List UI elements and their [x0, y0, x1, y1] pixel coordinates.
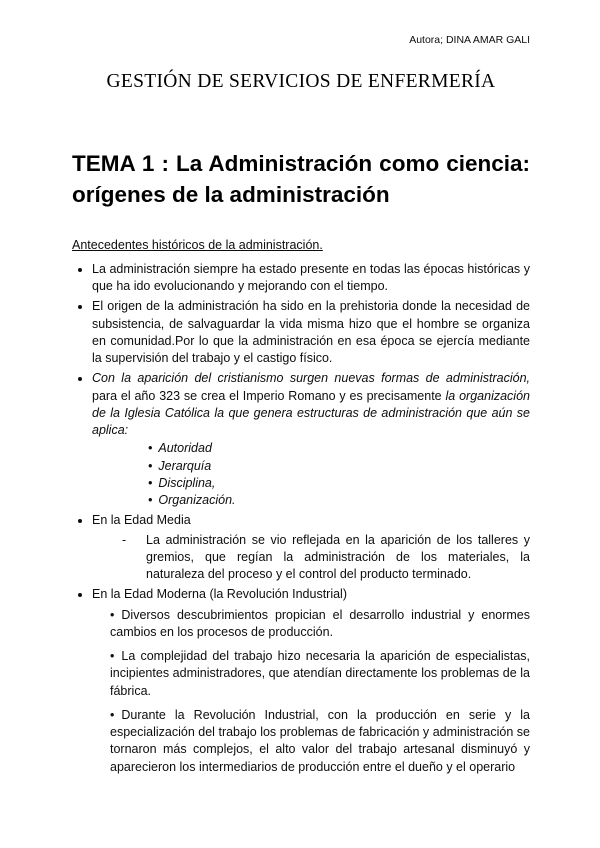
dash-marker: - [122, 532, 127, 547]
bullet-marker: • [148, 458, 153, 473]
sub-bullet-item [148, 475, 530, 492]
bullet-marker: • [110, 707, 115, 722]
list-item-history: • La administración siempre ha estado presente en todas las épocas históricas y que ha ido evolucionando y mejorando con el tiempo. [92, 261, 530, 296]
era-title: • En la Edad Moderna (la Revolución Industrial) [92, 587, 347, 602]
sub-bullet-label: Disciplina, [158, 475, 216, 490]
italic-text-segment: Con la aparición del cristianismo surgen nuevas formas de administración, [92, 371, 530, 386]
list-item-edad-moderna [92, 586, 530, 776]
inner-bullet-paragraph [110, 607, 530, 642]
body-text: La administración se vio reflejada en la aparición de los talleres y gremios, que regían la administración de los materiales, la naturaleza del proceso y el control del producto terminado. [146, 532, 530, 581]
list-item-christianity [92, 370, 530, 509]
sub-bullet-item [148, 492, 530, 509]
bullet-marker: • [148, 493, 153, 507]
sub-bullet-label: Jerarquía [158, 458, 212, 473]
document-title: GESTIÓN DE SERVICIOS DE ENFERMERÍA [106, 70, 496, 92]
list-item-origin: • El origen de la administración ha sido en la prehistoria donde la necesidad de subsistencia, de salvaguardar la vida misma hizo que el hombre se organiza en comunidad.Por lo que la administración en esa época se ejercía mediante la supervisión del trabajo y el castigo físico. [92, 298, 530, 367]
bullet-marker: • [110, 607, 115, 622]
body-text: Durante la Revolución Industrial, con la producción en serie y la especialización del trabajo los problemas de fabricación y administración se tornaron más complejos, el alto valor del trabajo artesanal disminuyó y aparecieron los intermediarios de producción entre el dueño y el operario [110, 707, 530, 774]
tema-heading [72, 148, 530, 211]
dash-sub-item [122, 532, 530, 584]
sub-bullet-label: Organización. [158, 493, 236, 507]
sub-bullet-label: Autoridad [158, 441, 212, 456]
bullet-marker: • [148, 441, 153, 456]
section-title: Antecedentes históricos de la administración. [72, 237, 323, 252]
body-text: La complejidad del trabajo hizo necesaria la aparición de especialistas, incipientes administradores, que atendían directamente los problemas de la fábrica. [110, 649, 530, 698]
italic-text-segment: la organización de la Iglesia Católica la que genera estructuras de administración que aún se aplica: [92, 388, 530, 437]
sub-bullet-item [148, 458, 530, 475]
bullet-marker: • [148, 475, 153, 490]
inner-bullet-paragraph [110, 648, 530, 700]
bullet-marker: • [110, 649, 115, 663]
body-text-segment: para el año 323 se crea el Imperio Romano y es precisamente [92, 388, 442, 403]
body-text: Diversos descubrimientos propician el desarrollo industrial y enormes cambios en los procesos de producción. [110, 607, 530, 639]
sub-bullet-item [148, 440, 530, 457]
tema-heading-line2: orígenes de la administración [72, 182, 390, 207]
inner-bullet-paragraph [110, 707, 530, 776]
era-title: • En la Edad Media [92, 513, 191, 528]
sub-bullet-list [148, 440, 530, 509]
list-item-edad-media [92, 512, 530, 583]
bullet-list [72, 261, 530, 776]
author-line: Autora; DINA AMAR GALI [409, 34, 530, 46]
tema-heading-line1: TEMA 1 : La Administración como ciencia: [72, 150, 530, 176]
